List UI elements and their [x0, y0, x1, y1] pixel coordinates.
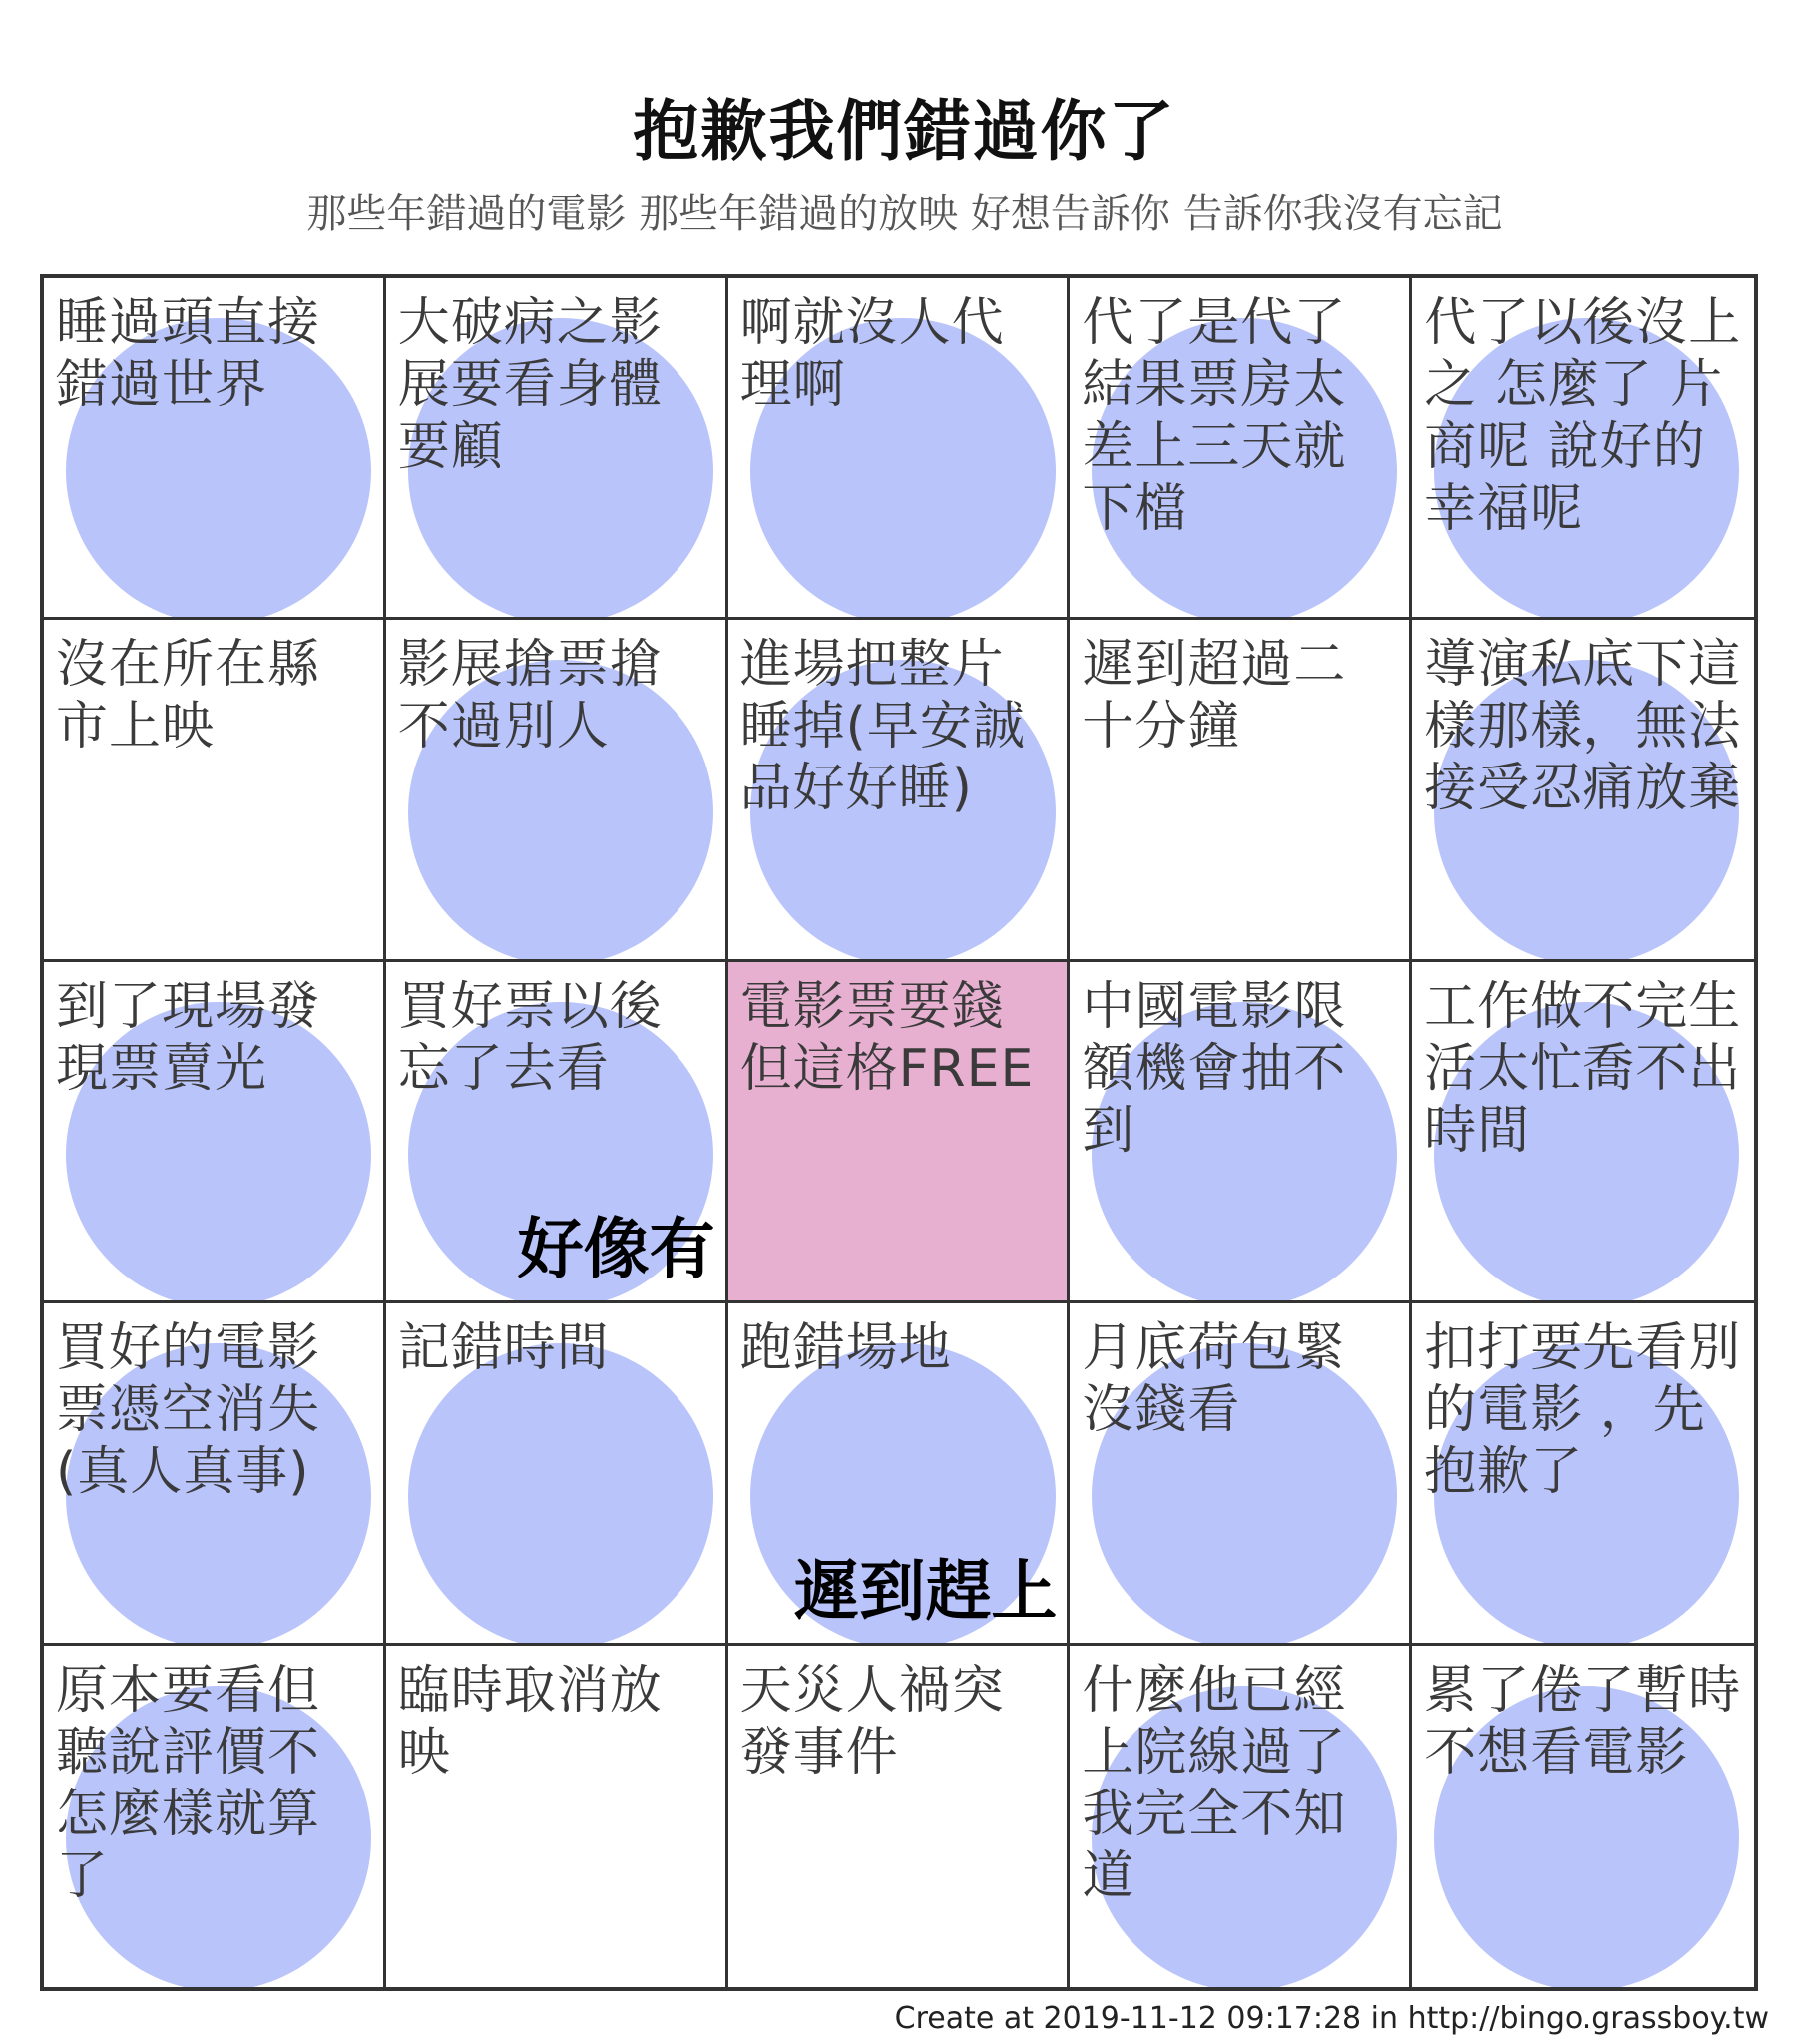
bingo-cell[interactable] — [386, 1646, 728, 1987]
bingo-cell[interactable] — [386, 962, 728, 1303]
bingo-cell[interactable] — [386, 278, 728, 620]
page-subtitle: 那些年錯過的電影 那些年錯過的放映 好想告訴你 告訴你我沒有忘記 — [306, 191, 1503, 237]
cell-text: 進場把整片睡掉(早安誠品好好睡) — [739, 635, 1026, 819]
bingo-cell[interactable] — [44, 1646, 386, 1987]
cell-text: 扣打要先看別的電影 ，先抱歉了 — [1424, 1318, 1742, 1503]
bingo-cell[interactable] — [44, 1303, 386, 1645]
cell-text: 遲到超過二十分鐘 — [1082, 635, 1347, 758]
cell-text: 大破病之影展要看身體要顧 — [397, 293, 663, 477]
bingo-cell[interactable] — [44, 962, 386, 1303]
bingo-cell[interactable] — [386, 1303, 728, 1645]
cell-text: 導演私底下這樣那樣，無法接受忍痛放棄 — [1424, 635, 1742, 819]
bingo-cell[interactable] — [1412, 1303, 1754, 1645]
cell-text: 電影票要錢但這格FREE — [739, 976, 1035, 1099]
bingo-board — [40, 274, 1758, 1991]
cell-text: 原本要看但聽說評價不怎麼樣就算了 — [56, 1660, 321, 1906]
footer-credit: Create at 2019-11-12 09:17:28 in http://bingo.grassboy.tw — [894, 2001, 1769, 2036]
bingo-cell[interactable] — [1412, 1646, 1754, 1987]
cell-text: 到了現場發現票賣光 — [56, 976, 321, 1099]
cell-text: 月底荷包緊沒錢看 — [1082, 1318, 1347, 1441]
cell-note: 遲到趕上 — [793, 1552, 1058, 1630]
cell-text: 買好票以後忘了去看 — [397, 976, 663, 1099]
bingo-cell[interactable] — [44, 620, 386, 961]
cell-text: 買好的電影票憑空消失(真人真事) — [56, 1318, 321, 1503]
cell-text: 睡過頭直接錯過世界 — [56, 293, 321, 415]
bingo-cell[interactable] — [1412, 962, 1754, 1303]
cell-text: 工作做不完生活太忙喬不出時間 — [1424, 976, 1742, 1161]
cell-text: 啊就沒人代理啊 — [739, 293, 1005, 415]
bingo-cell[interactable] — [386, 620, 728, 961]
bingo-cell[interactable] — [1070, 278, 1412, 620]
bingo-cell[interactable] — [1412, 278, 1754, 620]
bingo-cell[interactable] — [728, 1646, 1071, 1987]
bingo-cell[interactable] — [728, 278, 1071, 620]
cell-text: 中國電影限額機會抽不到 — [1082, 976, 1347, 1161]
bingo-cell[interactable] — [1412, 620, 1754, 961]
cell-text: 天災人禍突發事件 — [739, 1660, 1005, 1783]
cell-text: 代了以後沒上之 怎麼了 片商呢 說好的幸福呢 — [1424, 293, 1742, 539]
cell-text: 沒在所在縣市上映 — [56, 635, 321, 758]
bingo-cell[interactable] — [1070, 1303, 1412, 1645]
cell-text: 臨時取消放映 — [397, 1660, 663, 1783]
bingo-cell[interactable] — [728, 1303, 1071, 1645]
cell-note: 好像有 — [517, 1211, 715, 1288]
cell-text: 代了是代了結果票房太差上三天就下檔 — [1082, 293, 1347, 539]
cell-text: 跑錯場地 — [739, 1318, 952, 1379]
bingo-cell[interactable] — [1070, 620, 1412, 961]
mark-circle-icon — [408, 1343, 713, 1645]
page-title: 抱歉我們錯過你了 — [633, 93, 1176, 170]
bingo-cell[interactable] — [728, 620, 1071, 961]
bingo-cell[interactable] — [1070, 1646, 1412, 1987]
cell-text: 累了倦了暫時不想看電影 — [1424, 1660, 1742, 1783]
bingo-cell[interactable] — [728, 962, 1071, 1303]
bingo-cell[interactable] — [1070, 962, 1412, 1303]
cell-text: 記錯時間 — [397, 1318, 610, 1379]
cell-text: 影展搶票搶不過別人 — [397, 635, 663, 758]
bingo-cell[interactable] — [44, 278, 386, 620]
cell-text: 什麼他已經上院線過了我完全不知道 — [1082, 1660, 1347, 1906]
